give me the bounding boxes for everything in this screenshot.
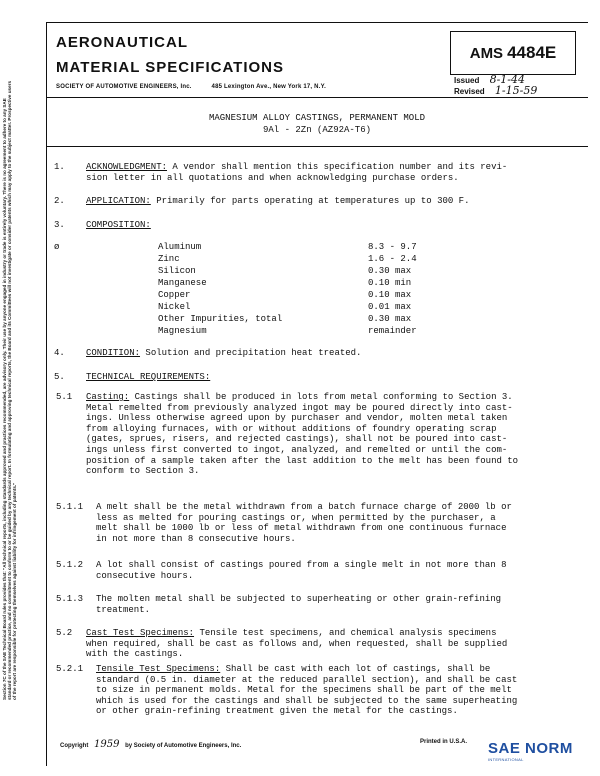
composition-row: Aluminum 8.3 - 9.7 (158, 242, 417, 252)
sidebar-notice (0, 80, 22, 700)
subtitle-line1: MAGNESIUM ALLOY CASTINGS, PERMANENT MOLD (208, 113, 426, 123)
para-5-2-title: Cast Test Specimens: (86, 628, 195, 638)
composition-row: Magnesium remainder (158, 326, 417, 336)
para-5-1-1-number: 5.1.1 (56, 502, 84, 512)
section-3-number: 3. (54, 220, 65, 230)
para-5-1-number: 5.1 (56, 392, 73, 402)
section-1-number: 1. (54, 162, 65, 172)
section-1-title: ACKNOWLEDGMENT: (86, 162, 168, 172)
ams-number-box (450, 31, 576, 75)
revised-date: 1-15-59 (494, 84, 538, 97)
section-3-title: COMPOSITION: (86, 220, 151, 230)
copyright-owner: by Society of Automotive Engineers, Inc. (125, 743, 242, 749)
para-5-1-1: A melt shall be the metal withdrawn from a batch furnace charge of 2000 lb or less as melted for pouring castings or, when permitted by the purchaser, a melt shall be 1000 lb or less of metal withdrawn from one continuous furnace in not more than 8 consecutive hours. (96, 502, 512, 544)
society-address: 485 Lexington Ave., New York 17, N.Y. (211, 84, 326, 90)
para-5-1-3: The molten metal shall be subjected to superheating or other grain-refining treatment. (96, 594, 502, 615)
sae-norm-logo (488, 740, 573, 762)
revised-line (454, 84, 537, 97)
subtitle-bottom-rule (46, 146, 588, 147)
para-5-1-title: Casting: (86, 392, 130, 402)
section-1 (86, 162, 507, 183)
top-rule (46, 22, 588, 23)
para-5-2: Cast Test Specimens: Tensile test specimens, and chemical analysis specimens when required, shall be cast as follows and, when requested, shall be supplied with the castings. (86, 628, 508, 660)
para-5-1: Casting: Castings shall be produced in lots from metal conforming to Section 3. Metal remelted from previously analyzed ingot may be poured directly into cast- ings. Unless otherwise agreed upon by purchaser and vendor, molten metal taken from alloying furnaces, with or without additions of foundry operating scrap (gates, sprues, risers, and rejected castings), shall not be poured into cast- ings unless first converted to ingot, analyzed, and remelted or until the com- position of a sample taken after the last addition to the melt has been found to conform to Section 3. (86, 392, 519, 477)
sae-norm-logo-text: SAE NORM (488, 740, 573, 757)
copyright-line (60, 739, 241, 750)
composition-row: Nickel 0.01 max (158, 302, 412, 312)
composition-row: Zinc 1.6 - 2.4 (158, 254, 417, 264)
header-title-line2: MATERIAL SPECIFICATIONS (56, 59, 285, 76)
section-5 (86, 372, 210, 383)
para-5-2-number: 5.2 (56, 628, 73, 638)
sae-norm-logo-subtext: INTERNATIONAL (488, 757, 524, 762)
subtitle-line2: 9Al - 2Zn (AZ92A-T6) (262, 125, 372, 135)
section-2-number: 2. (54, 196, 65, 206)
section-2-title: APPLICATION: (86, 196, 151, 206)
copyright-label: Copyright (60, 743, 89, 749)
header-title-line1: AERONAUTICAL (56, 34, 188, 51)
section-4-text: Solution and precipitation heat treated. (145, 348, 362, 358)
section-5-title: TECHNICAL REQUIREMENTS: (86, 372, 211, 382)
section-1-line2: sion letter in all quotations and when acknowledging purchase orders. (86, 172, 459, 183)
ams-number: 4484E (507, 43, 557, 62)
section-2 (86, 196, 469, 207)
section-4-number: 4. (54, 348, 65, 358)
section-4-title: CONDITION: (86, 348, 141, 358)
composition-row: Other Impurities, total 0.30 max (158, 314, 412, 324)
issued-date: 8-1-44 (489, 73, 526, 86)
composition-row: Silicon 0.30 max (158, 266, 412, 276)
document-page (30, 22, 588, 766)
section-2-text: Primarily for parts operating at temperatures up to 300 F. (156, 196, 470, 206)
society-line (56, 84, 326, 90)
printed-label: Printed in U.S.A. (420, 739, 468, 745)
section-3 (86, 220, 151, 231)
para-5-2-1-title: Tensile Test Specimens: (96, 664, 221, 674)
composition-row: Copper 0.10 max (158, 290, 412, 300)
revision-marker: ø (54, 242, 60, 252)
para-5-2-1-number: 5.2.1 (56, 664, 84, 674)
issued-label: Issued (454, 76, 480, 85)
revised-label: Revised (454, 87, 485, 96)
para-5-1-2: A lot shall consist of castings poured from a single melt in not more than 8 consecutive hours. (96, 560, 507, 581)
composition-row: Manganese 0.10 min (158, 278, 412, 288)
section-5-number: 5. (54, 372, 65, 382)
para-5-1-2-number: 5.1.2 (56, 560, 84, 570)
section-1-line1: A vendor shall mention this specification number and its revi- (172, 162, 508, 172)
society-name: SOCIETY OF AUTOMOTIVE ENGINEERS, Inc. (56, 84, 192, 90)
copyright-year: 1959 (94, 739, 120, 750)
para-5-2-1: Tensile Test Specimens: Shall be cast with each lot of castings, shall be standard (0.5 in. diameter at the reduced parallel section), and shall be cast to size in permanent molds. Metal for the specimens shall be part of the melt which is used for the castings and shall be subjected to the same superheating or other grain-refining treatment given the metal for the castings. (96, 664, 518, 717)
ams-prefix: AMS (469, 44, 504, 62)
section-4 (86, 348, 361, 359)
sidebar-notice-text: Section 7C of the SAE Technical Board rules provides that: "All technical reports, including standards approved and practices recommended, are advisory only. Their use by anyone engaged in industry or trade is entirely voluntary. There is no agreement to adhere to any SAE standard or recommended practice, and no commitment to conform to or be guided by any technical report. In formulating and approving technical reports, the Board and its Committees will not investigate or consider patents which may apply to the subject matter. Prospective users of the report are responsible for protecting themselves against liability for infringement of patents." (2, 81, 18, 700)
header-bottom-rule (46, 97, 588, 98)
para-5-1-3-number: 5.1.3 (56, 594, 84, 604)
